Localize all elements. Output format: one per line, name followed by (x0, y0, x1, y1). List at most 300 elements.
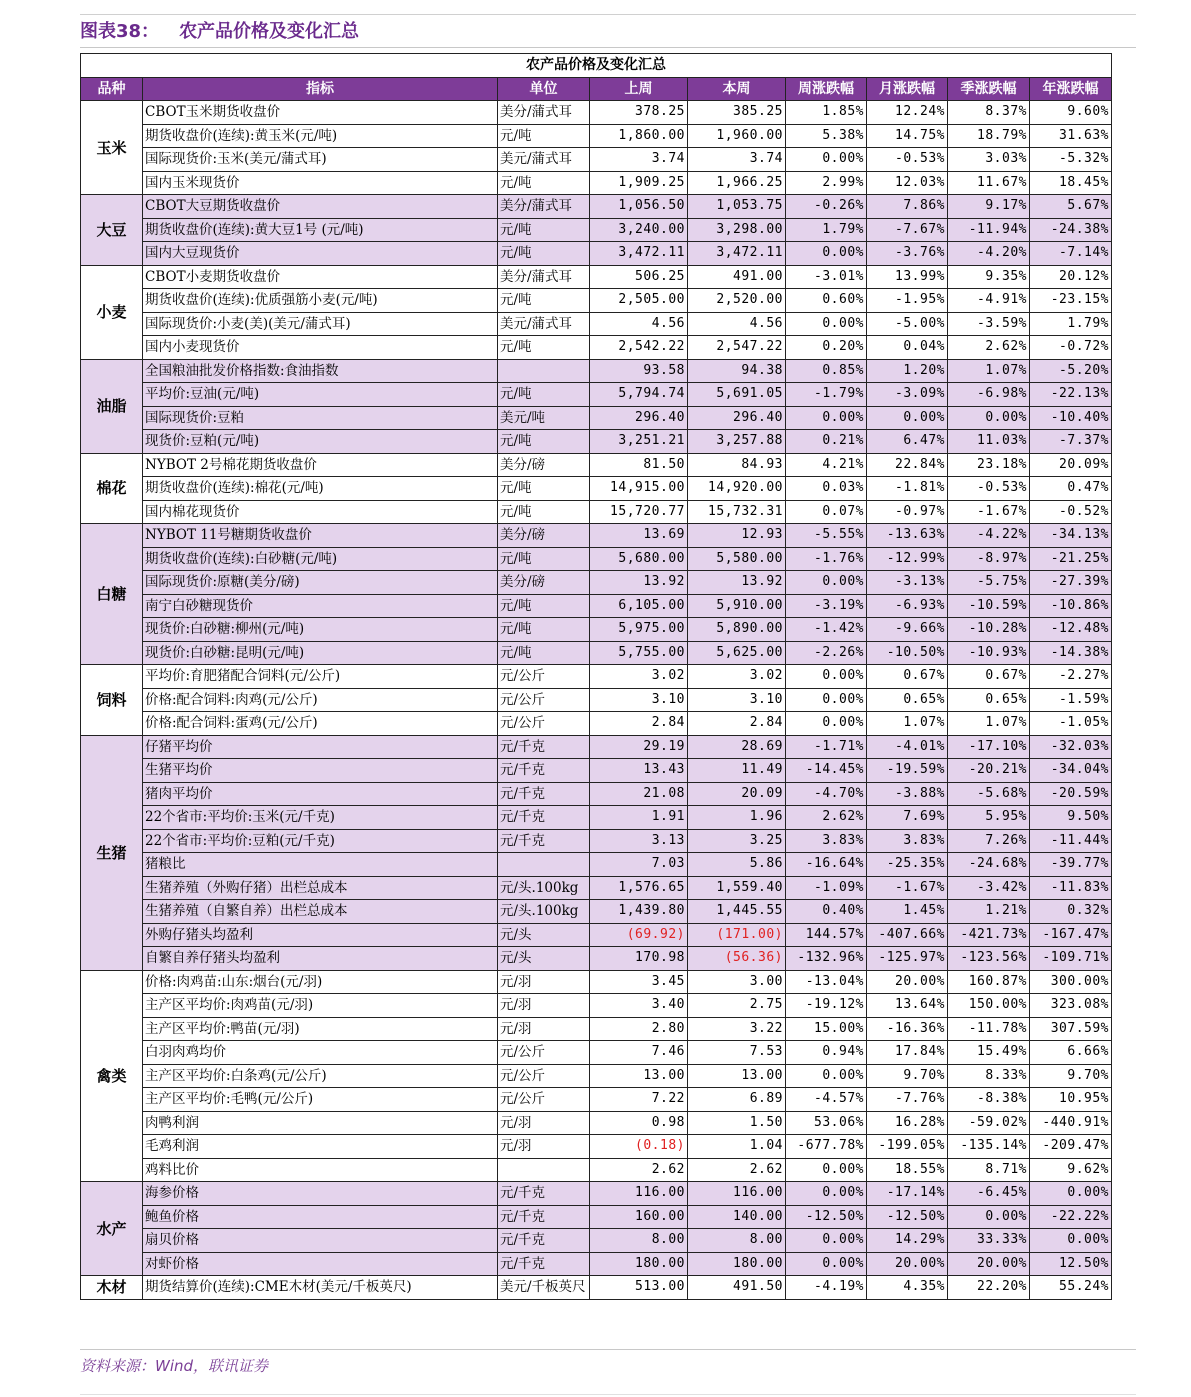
indicator-cell: 全国粮油批发价格指数:食油指数 (143, 359, 498, 383)
weekly-change-cell: 0.20% (786, 336, 867, 360)
unit-cell: 元/千克 (498, 1205, 590, 1229)
table-row (81, 1041, 1112, 1065)
table-row (81, 947, 1112, 971)
table-row (81, 336, 1112, 360)
unit-cell (498, 853, 590, 877)
indicator-cell: CBOT大豆期货收盘价 (143, 195, 498, 219)
weekly-change-cell: 0.00% (786, 665, 867, 689)
header-last-week: 上周 (590, 77, 688, 101)
variety-cell: 饲料 (81, 665, 143, 736)
monthly-change-cell: -13.63% (867, 524, 948, 548)
footer-rule (80, 1394, 1136, 1395)
table-row (81, 829, 1112, 853)
last-week-cell: 3.74 (590, 148, 688, 172)
table-row (81, 1252, 1112, 1276)
monthly-change-cell: 16.28% (867, 1111, 948, 1135)
last-week-cell: 506.25 (590, 265, 688, 289)
quarterly-change-cell: -4.22% (948, 524, 1030, 548)
this-week-cell: 3.10 (688, 688, 786, 712)
monthly-change-cell: 7.69% (867, 806, 948, 830)
monthly-change-cell: 20.00% (867, 970, 948, 994)
table-row (81, 1182, 1112, 1206)
last-week-cell: 5,755.00 (590, 641, 688, 665)
this-week-cell: 4.56 (688, 312, 786, 336)
yearly-change-cell: 0.32% (1030, 900, 1112, 924)
source-note: 资料来源：Wind，联讯证券 (80, 1357, 269, 1375)
last-week-cell: 13.43 (590, 759, 688, 783)
quarterly-change-cell: 5.95% (948, 806, 1030, 830)
monthly-change-cell: 1.07% (867, 712, 948, 736)
this-week-cell: 1.96 (688, 806, 786, 830)
monthly-change-cell: -7.76% (867, 1088, 948, 1112)
weekly-change-cell: 0.00% (786, 1229, 867, 1253)
yearly-change-cell: 20.12% (1030, 265, 1112, 289)
last-week-cell: 3.10 (590, 688, 688, 712)
quarterly-change-cell: -8.97% (948, 547, 1030, 571)
price-table (80, 53, 1112, 1300)
bottom-rule (80, 1349, 1136, 1350)
quarterly-change-cell: -3.59% (948, 312, 1030, 336)
table-row (81, 524, 1112, 548)
variety-cell: 棉花 (81, 453, 143, 524)
unit-cell: 元/千克 (498, 782, 590, 806)
indicator-cell: 鸡料比价 (143, 1158, 498, 1182)
quarterly-change-cell: 15.49% (948, 1041, 1030, 1065)
unit-cell: 美元/千板英尺 (498, 1276, 590, 1300)
this-week-cell: 3.74 (688, 148, 786, 172)
monthly-change-cell: -3.88% (867, 782, 948, 806)
table-row (81, 265, 1112, 289)
last-week-cell: 180.00 (590, 1252, 688, 1276)
table-row (81, 994, 1112, 1018)
quarterly-change-cell: 160.87% (948, 970, 1030, 994)
yearly-change-cell: 9.70% (1030, 1064, 1112, 1088)
unit-cell: 美分/磅 (498, 571, 590, 595)
last-week-cell: 13.92 (590, 571, 688, 595)
table-row (81, 571, 1112, 595)
table-row (81, 806, 1112, 830)
monthly-change-cell: -17.14% (867, 1182, 948, 1206)
this-week-cell: 3.22 (688, 1017, 786, 1041)
weekly-change-cell: -1.42% (786, 618, 867, 642)
weekly-change-cell: 53.06% (786, 1111, 867, 1135)
unit-cell: 元/吨 (498, 641, 590, 665)
table-row (81, 1111, 1112, 1135)
table-row (81, 242, 1112, 266)
quarterly-change-cell: -5.75% (948, 571, 1030, 595)
this-week-cell: 6.89 (688, 1088, 786, 1112)
quarterly-change-cell: 23.18% (948, 453, 1030, 477)
yearly-change-cell: 6.66% (1030, 1041, 1112, 1065)
table-row (81, 383, 1112, 407)
yearly-change-cell: -109.71% (1030, 947, 1112, 971)
table-row (81, 1276, 1112, 1300)
unit-cell: 美分/蒲式耳 (498, 265, 590, 289)
last-week-cell: 15,720.77 (590, 500, 688, 524)
yearly-change-cell: -440.91% (1030, 1111, 1112, 1135)
monthly-change-cell: 13.64% (867, 994, 948, 1018)
monthly-change-cell: -125.97% (867, 947, 948, 971)
indicator-cell: 现货价:白砂糖:柳州(元/吨) (143, 618, 498, 642)
yearly-change-cell: -209.47% (1030, 1135, 1112, 1159)
yearly-change-cell: -7.37% (1030, 430, 1112, 454)
quarterly-change-cell: 0.65% (948, 688, 1030, 712)
monthly-change-cell: -6.93% (867, 594, 948, 618)
monthly-change-cell: -9.66% (867, 618, 948, 642)
yearly-change-cell: 0.00% (1030, 1182, 1112, 1206)
header-indicator: 指标 (143, 77, 498, 101)
indicator-cell: 国际现货价:玉米(美元/蒲式耳) (143, 148, 498, 172)
this-week-cell: 8.00 (688, 1229, 786, 1253)
weekly-change-cell: -4.70% (786, 782, 867, 806)
weekly-change-cell: 0.00% (786, 571, 867, 595)
unit-cell: 元/吨 (498, 618, 590, 642)
unit-cell: 元/吨 (498, 383, 590, 407)
this-week-cell: 1,053.75 (688, 195, 786, 219)
unit-cell: 元/吨 (498, 171, 590, 195)
yearly-change-cell: 307.59% (1030, 1017, 1112, 1041)
indicator-cell: 平均价:豆油(元/吨) (143, 383, 498, 407)
monthly-change-cell: 13.99% (867, 265, 948, 289)
quarterly-change-cell: 11.67% (948, 171, 1030, 195)
monthly-change-cell: 22.84% (867, 453, 948, 477)
weekly-change-cell: 0.40% (786, 900, 867, 924)
weekly-change-cell: 1.85% (786, 101, 867, 125)
unit-cell: 元/千克 (498, 829, 590, 853)
yearly-change-cell: -12.48% (1030, 618, 1112, 642)
weekly-change-cell: 144.57% (786, 923, 867, 947)
table-row (81, 923, 1112, 947)
indicator-cell: 扇贝价格 (143, 1229, 498, 1253)
weekly-change-cell: -13.04% (786, 970, 867, 994)
yearly-change-cell: 1.79% (1030, 312, 1112, 336)
unit-cell: 美分/磅 (498, 524, 590, 548)
table-title-row (81, 54, 1112, 78)
last-week-cell: 2.80 (590, 1017, 688, 1041)
table-row (81, 1017, 1112, 1041)
monthly-change-cell: -407.66% (867, 923, 948, 947)
indicator-cell: CBOT小麦期货收盘价 (143, 265, 498, 289)
unit-cell: 元/羽 (498, 970, 590, 994)
weekly-change-cell: -16.64% (786, 853, 867, 877)
yearly-change-cell: -39.77% (1030, 853, 1112, 877)
table-row (81, 735, 1112, 759)
weekly-change-cell: -4.19% (786, 1276, 867, 1300)
quarterly-change-cell: 8.71% (948, 1158, 1030, 1182)
yearly-change-cell: -20.59% (1030, 782, 1112, 806)
last-week-cell: 5,794.74 (590, 383, 688, 407)
monthly-change-cell: -3.76% (867, 242, 948, 266)
indicator-cell: 平均价:育肥猪配合饲料(元/公斤) (143, 665, 498, 689)
last-week-cell: 5,680.00 (590, 547, 688, 571)
monthly-change-cell: 0.04% (867, 336, 948, 360)
monthly-change-cell: -12.50% (867, 1205, 948, 1229)
indicator-cell: 生猪养殖（外购仔猪）出栏总成本 (143, 876, 498, 900)
quarterly-change-cell: 33.33% (948, 1229, 1030, 1253)
quarterly-change-cell: -4.91% (948, 289, 1030, 313)
yearly-change-cell: -1.59% (1030, 688, 1112, 712)
yearly-change-cell: -21.25% (1030, 547, 1112, 571)
weekly-change-cell: 0.00% (786, 1064, 867, 1088)
last-week-cell: 3.02 (590, 665, 688, 689)
monthly-change-cell: -12.99% (867, 547, 948, 571)
quarterly-change-cell: -10.93% (948, 641, 1030, 665)
last-week-cell: (69.92) (590, 923, 688, 947)
monthly-change-cell: -19.59% (867, 759, 948, 783)
yearly-change-cell: -0.72% (1030, 336, 1112, 360)
quarterly-change-cell: -24.68% (948, 853, 1030, 877)
header-weekly-change: 周涨跌幅 (786, 77, 867, 101)
indicator-cell: 猪粮比 (143, 853, 498, 877)
unit-cell: 元/公斤 (498, 1088, 590, 1112)
indicator-cell: CBOT玉米期货收盘价 (143, 101, 498, 125)
table-row (81, 218, 1112, 242)
variety-cell: 生猪 (81, 735, 143, 970)
unit-cell: 元/吨 (498, 430, 590, 454)
weekly-change-cell: 2.99% (786, 171, 867, 195)
unit-cell: 元/吨 (498, 336, 590, 360)
monthly-change-cell: -3.13% (867, 571, 948, 595)
unit-cell: 元/吨 (498, 500, 590, 524)
monthly-change-cell: 7.86% (867, 195, 948, 219)
table-row (81, 1064, 1112, 1088)
indicator-cell: 国内玉米现货价 (143, 171, 498, 195)
this-week-cell: 3.02 (688, 665, 786, 689)
yearly-change-cell: -1.05% (1030, 712, 1112, 736)
this-week-cell: 2.84 (688, 712, 786, 736)
indicator-cell: 自繁自养仔猪头均盈利 (143, 947, 498, 971)
yearly-change-cell: -22.13% (1030, 383, 1112, 407)
this-week-cell: 13.00 (688, 1064, 786, 1088)
quarterly-change-cell: 0.00% (948, 1205, 1030, 1229)
quarterly-change-cell: -10.28% (948, 618, 1030, 642)
yearly-change-cell: 55.24% (1030, 1276, 1112, 1300)
this-week-cell: (171.00) (688, 923, 786, 947)
this-week-cell: 2,520.00 (688, 289, 786, 313)
unit-cell: 元/羽 (498, 1111, 590, 1135)
monthly-change-cell: 6.47% (867, 430, 948, 454)
this-week-cell: 5,691.05 (688, 383, 786, 407)
weekly-change-cell: -1.71% (786, 735, 867, 759)
this-week-cell: 3.25 (688, 829, 786, 853)
yearly-change-cell: -27.39% (1030, 571, 1112, 595)
indicator-cell: 主产区平均价:白条鸡(元/公斤) (143, 1064, 498, 1088)
indicator-cell: 国际现货价:小麦(美)(美元/蒲式耳) (143, 312, 498, 336)
indicator-cell: 国内小麦现货价 (143, 336, 498, 360)
monthly-change-cell: -0.97% (867, 500, 948, 524)
variety-cell: 小麦 (81, 265, 143, 359)
weekly-change-cell: 2.62% (786, 806, 867, 830)
yearly-change-cell: -34.04% (1030, 759, 1112, 783)
last-week-cell: 7.22 (590, 1088, 688, 1112)
yearly-change-cell: -11.44% (1030, 829, 1112, 853)
this-week-cell: 3.00 (688, 970, 786, 994)
quarterly-change-cell: -3.42% (948, 876, 1030, 900)
weekly-change-cell: 0.21% (786, 430, 867, 454)
monthly-change-cell: 20.00% (867, 1252, 948, 1276)
indicator-cell: 期货收盘价(连续):棉花(元/吨) (143, 477, 498, 501)
quarterly-change-cell: -8.38% (948, 1088, 1030, 1112)
this-week-cell: 11.49 (688, 759, 786, 783)
unit-cell: 元/吨 (498, 547, 590, 571)
last-week-cell: 3,240.00 (590, 218, 688, 242)
indicator-cell: 主产区平均价:肉鸡苗(元/羽) (143, 994, 498, 1018)
quarterly-change-cell: -11.78% (948, 1017, 1030, 1041)
yearly-change-cell: 323.08% (1030, 994, 1112, 1018)
this-week-cell: 84.93 (688, 453, 786, 477)
monthly-change-cell: 1.45% (867, 900, 948, 924)
weekly-change-cell: 0.00% (786, 1182, 867, 1206)
indicator-cell: 主产区平均价:毛鸭(元/公斤) (143, 1088, 498, 1112)
yearly-change-cell: -2.27% (1030, 665, 1112, 689)
header-variety: 品种 (81, 77, 143, 101)
monthly-change-cell: 3.83% (867, 829, 948, 853)
variety-cell: 木材 (81, 1276, 143, 1300)
quarterly-change-cell: 0.00% (948, 406, 1030, 430)
header-monthly-change: 月涨跌幅 (867, 77, 948, 101)
indicator-cell: 生猪养殖（自繁自养）出栏总成本 (143, 900, 498, 924)
table-row (81, 124, 1112, 148)
last-week-cell: 2.84 (590, 712, 688, 736)
table-row (81, 359, 1112, 383)
top-rule (80, 14, 1136, 15)
header-this-week: 本周 (688, 77, 786, 101)
this-week-cell: 5,890.00 (688, 618, 786, 642)
weekly-change-cell: 0.00% (786, 312, 867, 336)
header-quarterly-change: 季涨跌幅 (948, 77, 1030, 101)
weekly-change-cell: -1.76% (786, 547, 867, 571)
variety-cell: 白糖 (81, 524, 143, 665)
unit-cell: 元/吨 (498, 218, 590, 242)
yearly-change-cell: 18.45% (1030, 171, 1112, 195)
this-week-cell: 28.69 (688, 735, 786, 759)
monthly-change-cell: 18.55% (867, 1158, 948, 1182)
indicator-cell: 白羽肉鸡均价 (143, 1041, 498, 1065)
monthly-change-cell: -25.35% (867, 853, 948, 877)
indicator-cell: 国际现货价:原糖(美分/磅) (143, 571, 498, 595)
table-row (81, 853, 1112, 877)
quarterly-change-cell: -421.73% (948, 923, 1030, 947)
monthly-change-cell: 14.75% (867, 124, 948, 148)
table-row (81, 1229, 1112, 1253)
unit-cell (498, 1158, 590, 1182)
quarterly-change-cell: -6.45% (948, 1182, 1030, 1206)
variety-cell: 大豆 (81, 195, 143, 266)
yearly-change-cell: 0.00% (1030, 1229, 1112, 1253)
last-week-cell: 3.13 (590, 829, 688, 853)
yearly-change-cell: -11.83% (1030, 876, 1112, 900)
this-week-cell: 2.62 (688, 1158, 786, 1182)
weekly-change-cell: -3.01% (786, 265, 867, 289)
unit-cell: 美分/磅 (498, 453, 590, 477)
figure-title (80, 19, 359, 45)
weekly-change-cell: -4.57% (786, 1088, 867, 1112)
variety-cell: 玉米 (81, 101, 143, 195)
last-week-cell: 93.58 (590, 359, 688, 383)
table-row (81, 453, 1112, 477)
this-week-cell: 5.86 (688, 853, 786, 877)
indicator-cell: 现货价:豆粕(元/吨) (143, 430, 498, 454)
weekly-change-cell: 3.83% (786, 829, 867, 853)
last-week-cell: 3.40 (590, 994, 688, 1018)
yearly-change-cell: -22.22% (1030, 1205, 1112, 1229)
quarterly-change-cell: 11.03% (948, 430, 1030, 454)
quarterly-change-cell: 7.26% (948, 829, 1030, 853)
indicator-cell: 肉鸭利润 (143, 1111, 498, 1135)
quarterly-change-cell: 1.21% (948, 900, 1030, 924)
unit-cell: 元/吨 (498, 477, 590, 501)
last-week-cell: 1,576.65 (590, 876, 688, 900)
yearly-change-cell: -24.38% (1030, 218, 1112, 242)
weekly-change-cell: 0.60% (786, 289, 867, 313)
this-week-cell: 13.92 (688, 571, 786, 595)
monthly-change-cell: 1.20% (867, 359, 948, 383)
table-row (81, 641, 1112, 665)
indicator-cell: 价格:配合饲料:蛋鸡(元/公斤) (143, 712, 498, 736)
last-week-cell: 29.19 (590, 735, 688, 759)
this-week-cell: 3,257.88 (688, 430, 786, 454)
last-week-cell: 21.08 (590, 782, 688, 806)
last-week-cell: 2,505.00 (590, 289, 688, 313)
quarterly-change-cell: 1.07% (948, 359, 1030, 383)
unit-cell: 元/头.100kg (498, 876, 590, 900)
last-week-cell: (0.18) (590, 1135, 688, 1159)
this-week-cell: (56.36) (688, 947, 786, 971)
indicator-cell: 期货结算价(连续):CME木材(美元/千板英尺) (143, 1276, 498, 1300)
variety-cell: 水产 (81, 1182, 143, 1276)
indicator-cell: 国际现货价:豆粕 (143, 406, 498, 430)
unit-cell: 元/千克 (498, 1182, 590, 1206)
unit-cell: 元/吨 (498, 594, 590, 618)
this-week-cell: 5,910.00 (688, 594, 786, 618)
unit-cell: 元/千克 (498, 806, 590, 830)
indicator-cell: 对虾价格 (143, 1252, 498, 1276)
quarterly-change-cell: 3.03% (948, 148, 1030, 172)
indicator-cell: 猪肉平均价 (143, 782, 498, 806)
quarterly-change-cell: 22.20% (948, 1276, 1030, 1300)
table-row (81, 1205, 1112, 1229)
table-row (81, 759, 1112, 783)
this-week-cell: 1,559.40 (688, 876, 786, 900)
last-week-cell: 1,860.00 (590, 124, 688, 148)
table-row (81, 1088, 1112, 1112)
monthly-change-cell: -1.95% (867, 289, 948, 313)
quarterly-change-cell: 8.37% (948, 101, 1030, 125)
last-week-cell: 14,915.00 (590, 477, 688, 501)
quarterly-change-cell: 18.79% (948, 124, 1030, 148)
unit-cell: 元/公斤 (498, 1064, 590, 1088)
unit-cell: 元/千克 (498, 759, 590, 783)
yearly-change-cell: -167.47% (1030, 923, 1112, 947)
monthly-change-cell: -1.81% (867, 477, 948, 501)
monthly-change-cell: -5.00% (867, 312, 948, 336)
last-week-cell: 6,105.00 (590, 594, 688, 618)
indicator-cell: 价格:配合饲料:肉鸡(元/公斤) (143, 688, 498, 712)
unit-cell: 元/千克 (498, 1252, 590, 1276)
monthly-change-cell: 17.84% (867, 1041, 948, 1065)
weekly-change-cell: 0.03% (786, 477, 867, 501)
this-week-cell: 1,960.00 (688, 124, 786, 148)
last-week-cell: 13.00 (590, 1064, 688, 1088)
unit-cell: 元/羽 (498, 994, 590, 1018)
weekly-change-cell: -677.78% (786, 1135, 867, 1159)
last-week-cell: 513.00 (590, 1276, 688, 1300)
this-week-cell: 7.53 (688, 1041, 786, 1065)
last-week-cell: 81.50 (590, 453, 688, 477)
table-header-row (81, 77, 1112, 101)
this-week-cell: 1.50 (688, 1111, 786, 1135)
unit-cell: 元/头 (498, 923, 590, 947)
